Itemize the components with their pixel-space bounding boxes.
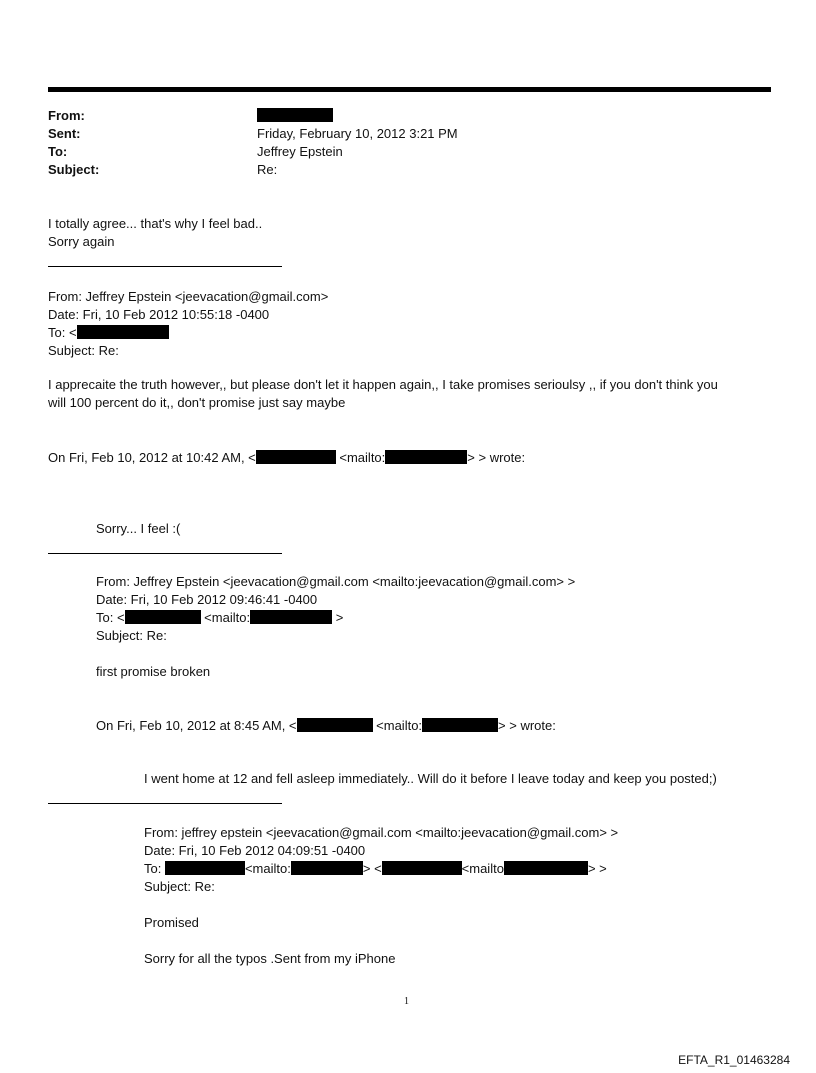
quote3-from: From: jeffrey epstein <jeevacation@gmail.com <mailto:jeevacation@gmail.com> > — [144, 825, 619, 840]
quote2-body: Sorry... I feel :( — [96, 521, 181, 536]
subject-value: Re: — [257, 162, 278, 177]
from-value-redacted — [257, 107, 333, 125]
redaction-bar — [504, 861, 588, 875]
quote2-from: From: Jeffrey Epstein <jeevacation@gmail.com <mailto:jeevacation@gmail.com> > — [96, 574, 576, 589]
to-value: Jeffrey Epstein — [257, 144, 343, 159]
quote2-subject: Subject: Re: — [96, 628, 167, 643]
to-mailto: <mailto — [461, 861, 504, 876]
quote2-date: Date: Fri, 10 Feb 2012 09:46:41 -0400 — [96, 592, 318, 607]
quote1-subject: Subject: Re: — [48, 343, 119, 358]
quote1-body-line: will 100 percent do it,, don't promise just say maybe — [48, 395, 346, 410]
wrote-mailto: <mailto: — [339, 450, 386, 465]
document-id: EFTA_R1_01463284 — [678, 1053, 790, 1067]
header-top-rule — [48, 87, 771, 92]
quote2-to — [96, 609, 343, 627]
wrote-suffix: > > wrote: — [498, 718, 556, 733]
quote2-wrote-line — [96, 717, 556, 735]
to-suffix: > — [335, 610, 344, 625]
to-mailto: <mailto: — [204, 610, 251, 625]
quote1-wrote-line — [48, 449, 525, 467]
quote3-date: Date: Fri, 10 Feb 2012 04:09:51 -0400 — [144, 843, 366, 858]
to-mailto: <mailto: — [244, 861, 291, 876]
redaction-bar — [250, 610, 332, 624]
from-label: From: — [48, 108, 85, 123]
redaction-bar — [257, 108, 333, 122]
wrote-prefix: On Fri, Feb 10, 2012 at 8:45 AM, < — [96, 718, 297, 733]
quote1-to-prefix: To: < — [48, 325, 77, 340]
sent-value: Friday, February 10, 2012 3:21 PM — [257, 126, 458, 141]
quote3-subject: Subject: Re: — [144, 879, 215, 894]
redaction-bar — [291, 861, 363, 875]
sent-label: Sent: — [48, 126, 81, 141]
quote1-body-line: I apprecaite the truth however,, but please don't let it happen again,, I take promises serioulsy ,, if you don't think you — [48, 377, 718, 392]
wrote-suffix: > > wrote: — [467, 450, 526, 465]
redaction-bar — [165, 861, 245, 875]
quote2-reply: first promise broken — [96, 664, 211, 679]
to-separator: > < — [362, 861, 382, 876]
redaction-bar — [297, 718, 373, 732]
redaction-bar — [77, 325, 169, 339]
to-suffix: > > — [587, 861, 607, 876]
subject-label: Subject: — [48, 162, 100, 177]
quote1-date: Date: Fri, 10 Feb 2012 10:55:18 -0400 — [48, 307, 270, 322]
quote1-to — [48, 324, 169, 342]
quote3-reply: Promised — [144, 915, 199, 930]
redaction-bar — [256, 450, 336, 464]
to-label: To: — [48, 144, 68, 159]
redaction-bar — [125, 610, 201, 624]
redaction-bar — [382, 861, 462, 875]
message-line: Sorry again — [48, 234, 115, 249]
to-prefix: To: < — [96, 610, 125, 625]
quote-separator — [48, 266, 282, 267]
redaction-bar — [385, 450, 467, 464]
to-prefix: To: — [144, 861, 162, 876]
quote-separator — [48, 553, 282, 554]
quote-separator — [48, 803, 282, 804]
quote3-to — [144, 860, 607, 878]
quote3-body: I went home at 12 and fell asleep immediately.. Will do it before I leave today and keep you posted;) — [144, 771, 717, 786]
message-line: I totally agree... that's why I feel bad.. — [48, 216, 263, 231]
wrote-prefix: On Fri, Feb 10, 2012 at 10:42 AM, < — [48, 450, 256, 465]
quote3-reply: Sorry for all the typos .Sent from my iPhone — [144, 951, 396, 966]
redaction-bar — [422, 718, 498, 732]
quote1-from: From: Jeffrey Epstein <jeevacation@gmail.com> — [48, 289, 329, 304]
page-number: 1 — [404, 996, 409, 1007]
wrote-mailto: <mailto: — [376, 718, 423, 733]
